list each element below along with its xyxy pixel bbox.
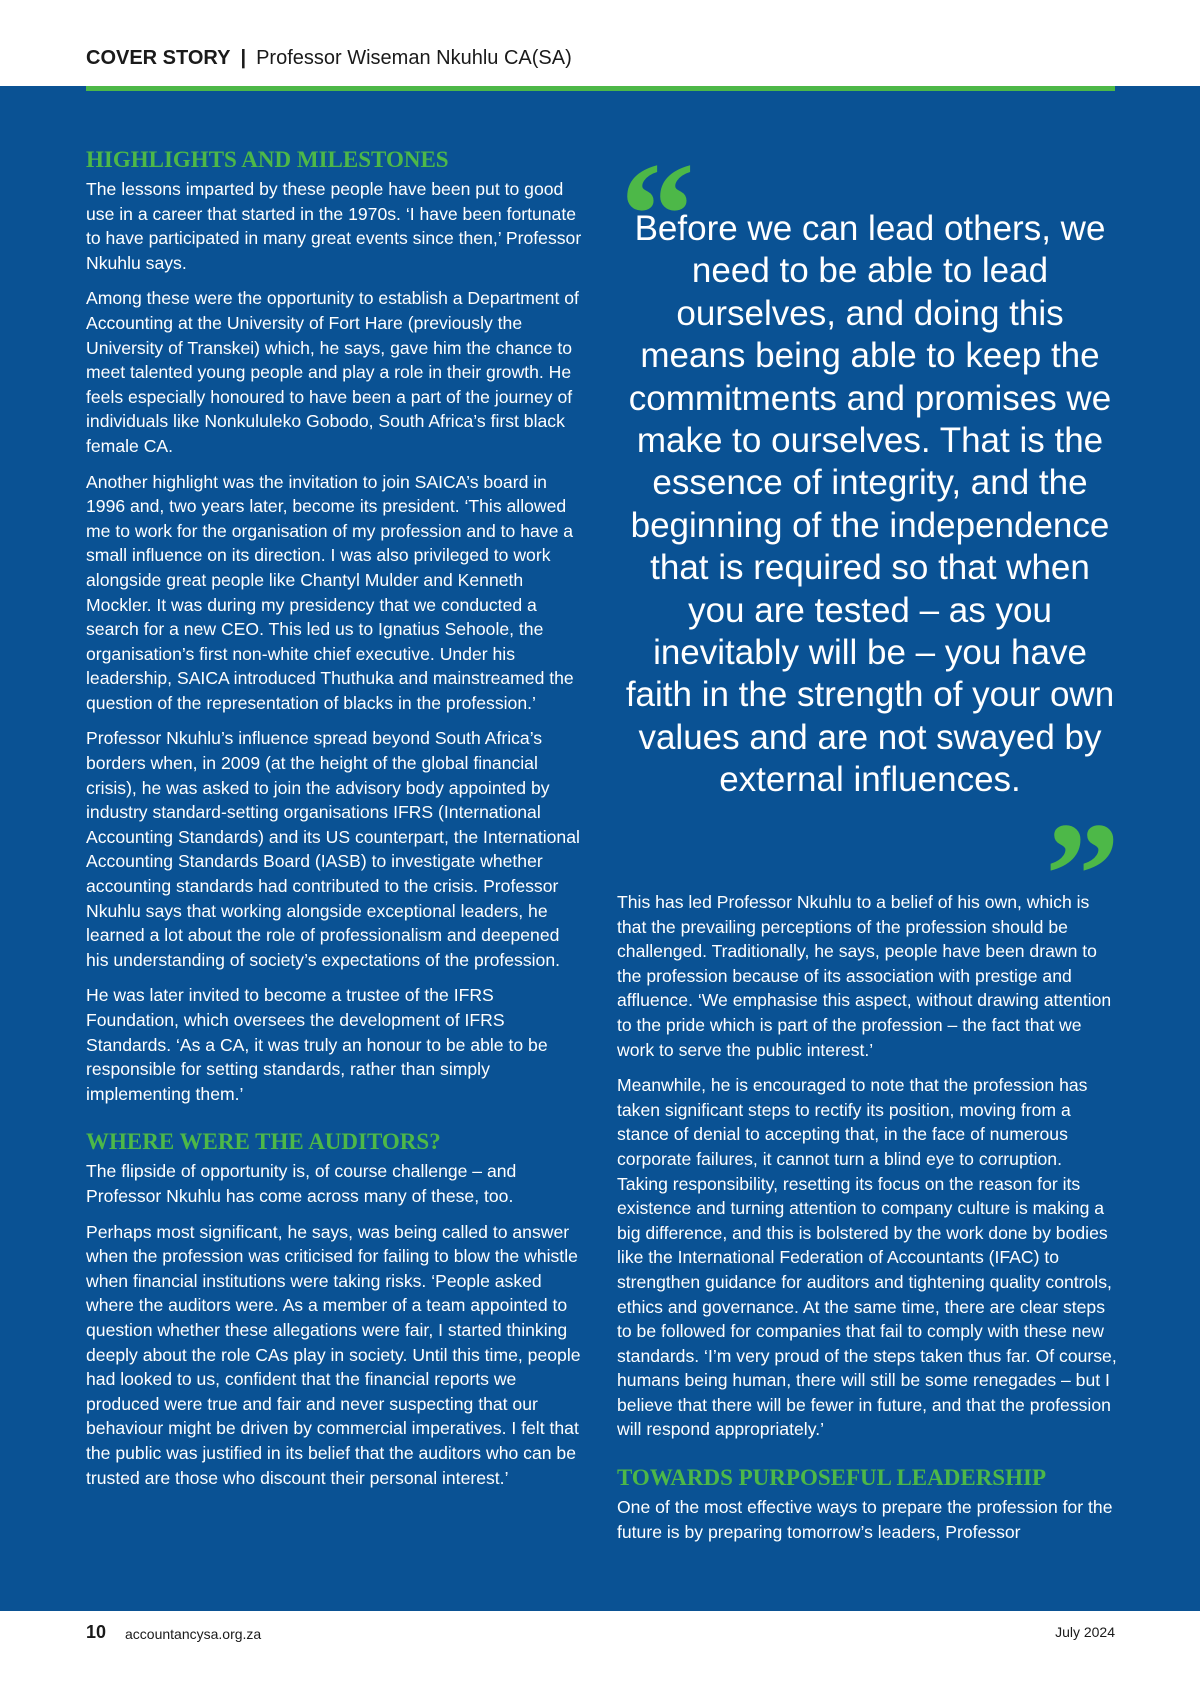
paragraph: He was later invited to become a trustee of the IFRS Foundation, which oversees the development of IFRS Standards. ‘As a CA, it was truly an honour to be able to be responsible for setting standards, rather than simply implementing them.’: [86, 985, 548, 1104]
paragraph: The flipside of opportunity is, of course challenge – and Professor Nkuhlu has come across many of these, too.: [86, 1161, 517, 1206]
paragraph: One of the most effective ways to prepare the profession for the future is by preparing tomorrow’s leaders, Professor: [617, 1497, 1113, 1542]
running-head: [86, 47, 572, 70]
right-column: [617, 890, 1117, 1555]
page-footer: [0, 1611, 1200, 1696]
heading-highlights: HIGHLIGHTS AND MILESTONES: [86, 147, 449, 172]
paragraph: The lessons imparted by these people have been put to good use in a career that started in the 1970s. ‘I have been fortunate to have participated in many great events since then,’ Professor Nkuhlu says.: [86, 179, 582, 273]
pull-quote: [620, 132, 1120, 958]
header-separator: |: [240, 47, 247, 69]
section-label: COVER STORY: [86, 47, 231, 69]
open-quote-icon: “: [620, 132, 695, 298]
paragraph: Among these were the opportunity to establish a Department of Accounting at the University of Fort Hare (previously the University of Transkei) which, he says, gave him the chance to meet talented young people and play a role in their growth. He feels especially honoured to have been a part of the journey of individuals like Nonkululeko Gobodo, South Africa’s first black female CA.: [86, 288, 579, 456]
page-number: 10: [86, 1622, 107, 1642]
issue-date: July 2024: [1055, 1624, 1115, 1640]
website-url: accountancysa.org.za: [125, 1626, 262, 1642]
paragraph: This has led Professor Nkuhlu to a belief of his own, which is that the prevailing perceptions of the profession should be challenged. Traditionally, he says, people have been drawn to the profession because of its association with prestige and affluence. ‘We emphasise this aspect, without drawing attention to the pride which is part of the profession – the fact that we work to serve the public interest.’: [617, 892, 1112, 1060]
left-column: [86, 146, 586, 1501]
paragraph: Another highlight was the invitation to join SAICA’s board in 1996 and, two years later, become its president. ‘This allowed me to work for the organisation of my profession and to have a small influence on its direction. I was also privileged to work alongside great people like Chantyl Mulder and Kenneth Mockler. It was during my presidency that we conducted a search for a new CEO. This led us to Ignatius Sehoole, the organisation’s first non-white chief executive. Under his leadership, SAICA introduced Thuthuka and mainstreamed the question of the representation of blacks in the profession.’: [86, 471, 574, 713]
pull-quote-text: Before we can lead others, we need to be able to lead ourselves, and doing this means being able to keep the commitments and promises we make to ourselves. That is the essence of integrity, and the beginning of the independence that is required so that when you are tested – as you inevitably will be – you have faith in the strength of your own values and are not swayed by external influences.: [625, 209, 1115, 800]
header-divider: [86, 86, 1115, 91]
paragraph: Professor Nkuhlu’s influence spread beyond South Africa’s borders when, in 2009 (at the height of the global financial crisis), he was asked to join the advisory body appointed by industry standard-setting organisations IFRS (International Accounting Standards) and its US counterpart, the International Accounting Standards Board (IASB) to investigate whether accounting standards had contributed to the crisis. Professor Nkuhlu says that working alongside exceptional leaders, he learned a lot about the role of professionalism and deepened his understanding of society’s expectations of the profession.: [86, 728, 580, 970]
heading-leadership: TOWARDS PURPOSEFUL LEADERSHIP: [617, 1465, 1046, 1491]
paragraph: Perhaps most significant, he says, was being called to answer when the profession was criticised for failing to blow the whistle when financial institutions were taking risks. ‘People asked where the auditors were. As a member of a team appointed to question whether these allegations were fair, I started thinking deeply about the role CAs play in society. Until this time, people had looked to us, confident that the financial reports we produced were true and fair and never suspecting that our behaviour might be driven by commercial imperatives. I felt that the public was justified in its belief that the auditors who can be trusted are those who discount their personal interest.’: [86, 1221, 581, 1488]
heading-auditors: WHERE WERE THE AUDITORS?: [86, 1129, 441, 1155]
page-header: [0, 0, 1200, 86]
paragraph: Meanwhile, he is encouraged to note that the profession has taken significant steps to rectify its position, moving from a stance of denial to accepting that, in the face of numerous corporate failures, it cannot turn a blind eye to corruption. Taking responsibility, resetting its focus on the reason for its existence and turning attention to company culture is making a big difference, and this is bolstered by the work done by bodies like the International Federation of Accountants (IFAC) to strengthen guidance for auditors and tightening quality controls, ethics and governance. At the same time, there are clear steps to be followed for companies that fail to comply with these new standards. ‘I’m very proud of the steps taken thus far. Of course, humans being human, there will still be some renegades – but I believe that there will be fewer in future, and that the profession will respond appropriately.’: [617, 1075, 1117, 1440]
close-quote-icon: ”: [1045, 792, 1120, 958]
story-subject: Professor Wiseman Nkuhlu CA(SA): [256, 47, 572, 69]
